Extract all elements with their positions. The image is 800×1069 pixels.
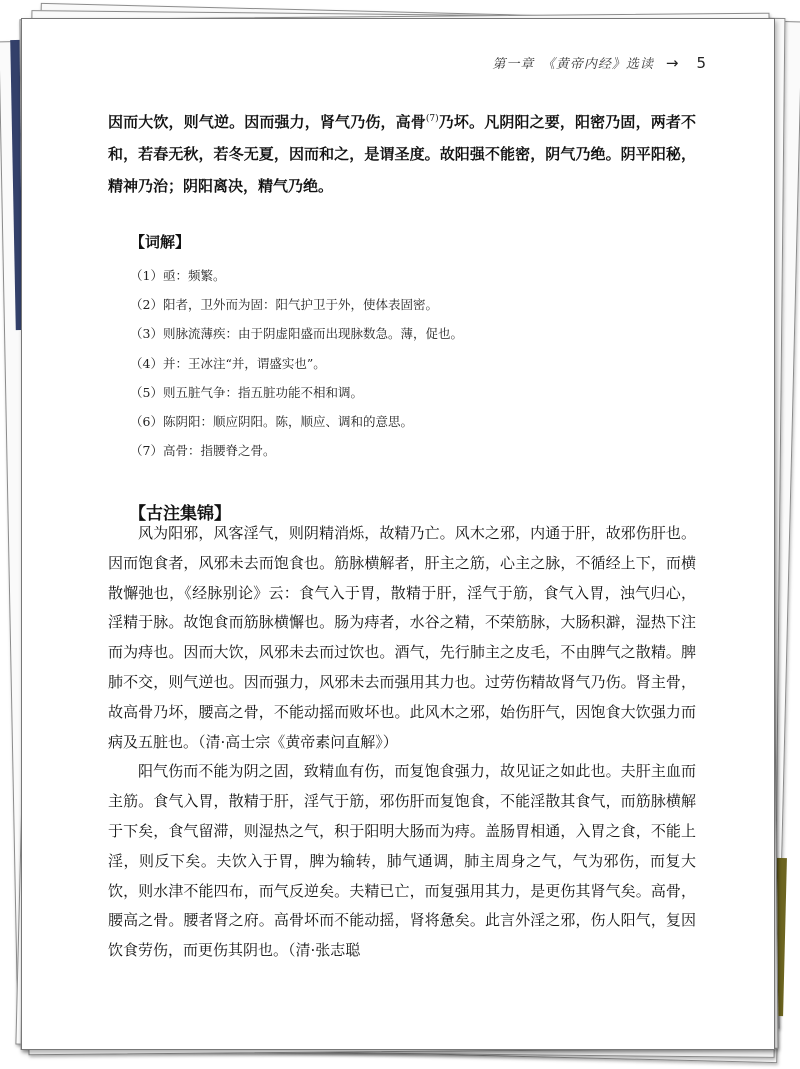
glossary-heading: 【词解】 — [130, 233, 191, 251]
classic-text-part: 乃坏。凡阴阳之要，阳密乃固，两者不和，若春无秋，若冬无夏，因而和之，是谓圣度。故阳强不能密，阴气乃绝。阴平阳秘，精神乃治；阴阳离决，精气乃绝。 — [108, 113, 696, 195]
commentary-heading: 【古注集锦】 — [129, 504, 231, 524]
glossary-item: （1）亟：频繁。 — [130, 268, 226, 283]
footnote-marker: (7) — [425, 114, 439, 124]
glossary-item: （5）则五脏气争：指五脏功能不相和调。 — [130, 384, 363, 400]
glossary-item: （6）陈阴阳：顺应阴阳。陈，顺应、调和的意思。 — [130, 414, 413, 430]
glossary-item: （3）则脉流薄疾：由于阴虚阳盛而出现脉数急。薄，促也。 — [130, 326, 463, 342]
classic-text-paragraph — [108, 103, 696, 202]
document-page — [21, 18, 775, 1050]
classic-text-part: 因而大饮，则气逆。因而强力，肾气乃伤，高骨 — [108, 113, 426, 131]
running-header — [492, 53, 706, 72]
commentary-paragraph: 阳气伤而不能为阴之固，致精血有伤，而复饱食强力，故见证之如此也。夫肝主血而主筋。食气入胃，散精于肝，淫气于筋，邪伤肝而复饱食，不能淫散其食气，而筋脉横解于下矣，食气留滞，则湿热之气，积于阳明大肠而为痔。盖肠胃相通，入胃之食，不能上淫，则反下矣。夫饮入于胃，脾为输转，肺气通调，肺主周身之气，气为邪伤，而复大饮，则水津不能四布，而气反逆矣。夫精已亡，而复强用其力，是更伤其肾气矣。高骨，腰高之骨。腰者肾之府。高骨坏而不能动摇，肾将惫矣。此言外淫之邪，伤人阳气，复因饮食劳伤，而更伤其阴也。（清·张志聪 — [108, 762, 696, 960]
glossary-item: （4）并：王冰注“并，谓盛实也”。 — [130, 355, 326, 371]
glossary-item: （2）阳者，卫外而为固：阳气护卫于外，使体表固密。 — [130, 297, 438, 313]
arrow-right-icon: → — [665, 53, 679, 72]
glossary-item: （7）高骨：指腰脊之骨。 — [130, 443, 276, 459]
page-number: 5 — [696, 53, 706, 72]
commentary-section — [108, 519, 696, 966]
chapter-title: 第一章 《黄帝内经》选读 — [492, 57, 654, 72]
commentary-paragraph: 风为阳邪，风客淫气，则阴精消烁，故精乃亡。风木之邪，内通于肝，故邪伤肝也。因而饱食者，风邪未去而饱食也。筋脉横解者，肝主之筋，心主之脉，不循经上下，而横散懈弛也，《经脉别论》云：食气入于胃，散精于肝，淫气于筋，食气入胃，浊气归心，淫精于脉。故饱食而筋脉横懈也。肠为痔者，水谷之精，不荣筋脉，大肠积澼，湿热下注而为痔也。因而大饮，风邪未去而过饮也。酒气，先行肺主之皮毛，不由脾气之散精。脾肺不交，则气逆也。因而强力，风邪未去而强用其力也。过劳伤精故肾气乃伤。肾主骨，故高骨乃坏，腰高之骨，不能动摇而败坏也。此风木之邪，始伤肝气，因饱食大饮强力而病及五脏也。（清·高士宗《黄帝素问直解》） — [108, 524, 696, 751]
glossary-list — [130, 261, 690, 465]
